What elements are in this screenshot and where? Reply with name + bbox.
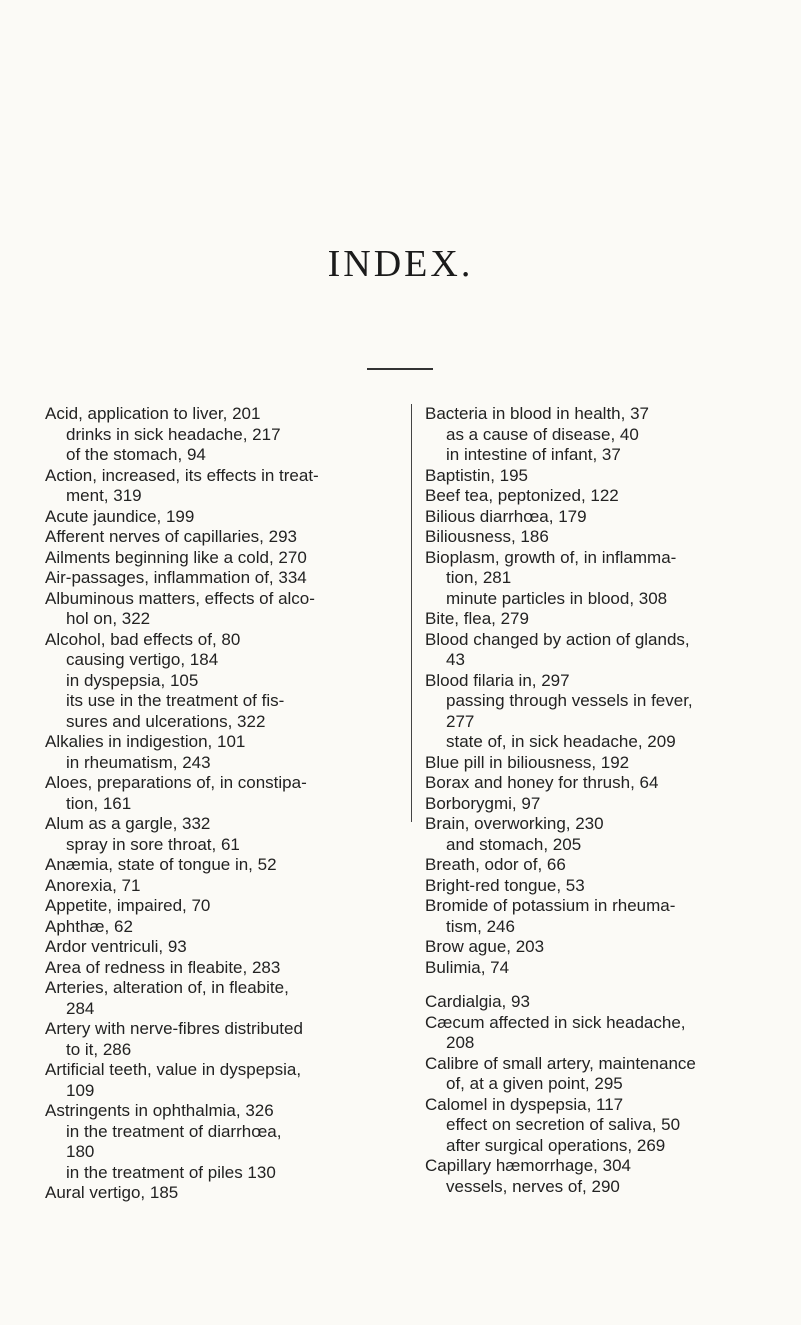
index-subentry: in intestine of infant, 37	[446, 445, 621, 464]
index-subentry: its use in the treatment of fis-	[66, 691, 285, 710]
index-entry: Bacteria in blood in health, 37	[425, 404, 649, 423]
index-entry: Aural vertigo, 185	[45, 1183, 179, 1202]
index-subentry: effect on secretion of saliva, 50	[446, 1115, 681, 1134]
index-entry: Alum as a gargle, 332	[45, 814, 211, 833]
index-entry: Air-passages, inflammation of, 334	[45, 568, 307, 587]
index-entry: Borborygmi, 97	[425, 793, 541, 813]
index-entry: Bite, flea, 279	[425, 609, 529, 628]
index-entry: Baptistin, 195	[425, 465, 529, 485]
index-subentry: in the treatment of diarrhœa,	[66, 1121, 282, 1141]
index-column-left	[45, 404, 390, 1204]
index-entry: Albuminous matters, effects of alco-	[45, 588, 315, 608]
index-subentry: 277	[446, 711, 475, 731]
index-entry: Bromide of potassium in rheuma-	[425, 896, 676, 915]
index-subentry: and stomach, 205	[446, 834, 582, 854]
index-entry: Borax and honey for thrush, 64	[425, 773, 659, 792]
index-subentry: in the treatment of piles 130	[66, 1162, 276, 1182]
column-divider	[411, 404, 412, 822]
index-entry: Ailments beginning like a cold, 270	[45, 547, 307, 567]
index-subentry: in rheumatism, 243	[66, 752, 211, 772]
index-entry: Ardor ventriculi, 93	[45, 937, 187, 956]
index-entry: Arteries, alteration of, in fleabite,	[45, 978, 289, 997]
index-subentry: after surgical operations, 269	[446, 1135, 666, 1155]
index-entry: Aphthæ, 62	[45, 916, 133, 936]
index-entry: Biliousness, 186	[425, 527, 549, 546]
index-subentry: 180	[66, 1142, 95, 1161]
index-subentry: tion, 161	[66, 793, 132, 813]
index-subentry: 43	[446, 650, 465, 669]
index-entry: Brow ague, 203	[425, 937, 545, 956]
index-entry: Bilious diarrhœa, 179	[425, 506, 587, 526]
index-subentry: spray in sore throat, 61	[66, 834, 240, 854]
index-entry: Beef tea, peptonized, 122	[425, 486, 619, 505]
index-column-right	[425, 404, 770, 1197]
index-entry: Artery with nerve-fibres distributed	[45, 1019, 303, 1038]
index-entry: Artificial teeth, value in dyspepsia,	[45, 1060, 302, 1079]
index-entry: Capillary hæmorrhage, 304	[425, 1156, 631, 1175]
index-subentry: passing through vessels in fever,	[446, 691, 693, 710]
index-subentry: 109	[66, 1080, 95, 1100]
index-subentry: tism, 246	[446, 916, 515, 936]
index-entry: Breath, odor of, 66	[425, 855, 566, 874]
index-entry: Anæmia, state of tongue in, 52	[45, 855, 277, 874]
index-entry: Bioplasm, growth of, in inflamma-	[425, 547, 677, 567]
index-entry: Alcohol, bad effects of, 80	[45, 629, 241, 649]
index-entry: Acid, application to liver, 201	[45, 404, 261, 423]
index-subentry: 208	[446, 1033, 475, 1052]
section-gap	[425, 978, 770, 992]
index-subentry: causing vertigo, 184	[66, 650, 219, 669]
index-entry: Anorexia, 71	[45, 875, 141, 895]
index-entry: Alkalies in indigestion, 101	[45, 732, 246, 751]
index-entry: Acute jaundice, 199	[45, 506, 195, 526]
index-entry: Area of redness in fleabite, 283	[45, 957, 281, 977]
index-entry: Afferent nerves of capillaries, 293	[45, 527, 297, 546]
index-entry: Blood filaria in, 297	[425, 670, 570, 690]
page-title: INDEX.	[327, 243, 474, 285]
index-subentry: as a cause of disease, 40	[446, 424, 639, 444]
index-entry: Bright-red tongue, 53	[425, 875, 585, 895]
index-subentry: minute particles in blood, 308	[446, 588, 668, 608]
index-subentry: to it, 286	[66, 1039, 132, 1059]
index-subentry: drinks in sick headache, 217	[66, 424, 281, 444]
index-subentry: sures and ulcerations, 322	[66, 711, 266, 731]
index-entry: Blue pill in biliousness, 192	[425, 752, 630, 772]
index-subentry: state of, in sick headache, 209	[446, 732, 676, 751]
index-entry: Cardialgia, 93	[425, 992, 530, 1011]
index-subentry: vessels, nerves of, 290	[446, 1176, 620, 1196]
index-entry: Calomel in dyspepsia, 117	[425, 1094, 624, 1114]
index-entry: Calibre of small artery, maintenance	[425, 1053, 696, 1073]
index-entry: Cæcum affected in sick headache,	[425, 1012, 686, 1032]
index-entry: Bulimia, 74	[425, 957, 510, 977]
index-entry: Brain, overworking, 230	[425, 814, 604, 833]
title-rule	[367, 368, 433, 370]
index-subentry: 284	[66, 998, 95, 1018]
index-subentry: of the stomach, 94	[66, 445, 206, 464]
index-entry: Appetite, impaired, 70	[45, 896, 211, 915]
index-subentry: tion, 281	[446, 568, 512, 587]
index-subentry: ment, 319	[66, 486, 142, 505]
index-subentry: hol on, 322	[66, 609, 151, 628]
index-entry: Aloes, preparations of, in constipa-	[45, 773, 307, 792]
index-entry: Blood changed by action of glands,	[425, 629, 690, 649]
index-subentry: in dyspepsia, 105	[66, 670, 199, 690]
index-subentry: of, at a given point, 295	[446, 1074, 623, 1093]
index-entry: Action, increased, its effects in treat-	[45, 465, 319, 485]
index-entry: Astringents in ophthalmia, 326	[45, 1101, 274, 1120]
